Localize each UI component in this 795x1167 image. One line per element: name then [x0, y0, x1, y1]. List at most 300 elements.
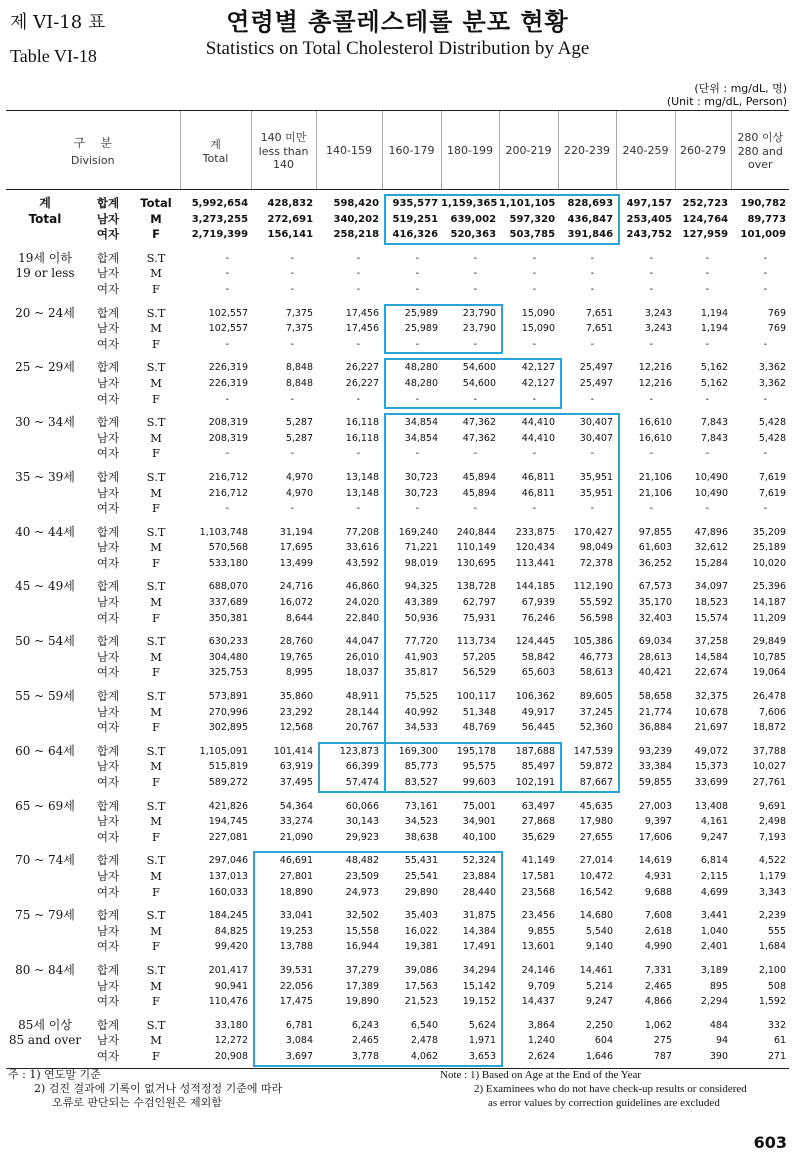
total-header [180, 111, 251, 190]
table-row [6, 1049, 789, 1065]
age-group-label-empty [6, 939, 84, 955]
value-cell: 54,364 [279, 800, 314, 812]
sex-label-ko: 합계 [96, 305, 120, 320]
value-cell: 48,280 [404, 377, 439, 389]
value-cell: 33,699 [694, 777, 729, 788]
age-group-label-ko: 계 [39, 196, 51, 210]
value-cell: 1,103,748 [199, 526, 249, 538]
age-group-label-empty [6, 282, 84, 298]
value-cell: - [763, 252, 768, 264]
value-cell: 34,533 [404, 722, 439, 734]
value-cell: - [763, 268, 768, 280]
value-cell: 17,606 [638, 831, 673, 843]
age-group-label-en [6, 869, 84, 885]
table-row [6, 540, 789, 556]
value-cell: - [590, 252, 595, 264]
value-cell: 32,403 [638, 612, 673, 624]
value-cell: 55,431 [404, 855, 439, 867]
value-cell: 38,638 [404, 831, 439, 843]
value-cell: 10,027 [752, 761, 787, 773]
sex-label-ko: 합계 [96, 360, 120, 375]
value-cell: 127,959 [682, 229, 729, 241]
value-cell: 497,157 [626, 198, 673, 209]
spacer-cell [6, 517, 789, 525]
value-cell: 195,178 [456, 745, 497, 757]
value-cell: - [473, 393, 478, 405]
value-cell: 31,875 [462, 910, 497, 922]
value-cell: 44,410 [521, 417, 556, 429]
value-cell: 37,258 [694, 636, 729, 648]
value-cell: 17,563 [404, 980, 439, 992]
value-cell: 37,245 [579, 706, 614, 718]
table-row [6, 579, 789, 595]
value-cell: 508 [767, 980, 787, 992]
value-cell: 13,148 [345, 487, 380, 499]
value-cell: 23,456 [521, 910, 556, 922]
value-cell: 55,592 [579, 597, 614, 609]
value-cell: 421,826 [208, 800, 249, 812]
value-cell: 243,752 [626, 229, 673, 241]
value-cell: 138,728 [456, 581, 497, 593]
sex-label-en: S.T [146, 853, 166, 868]
c220-header: 220-239 [558, 111, 616, 190]
table-row [6, 227, 789, 243]
row-spacer [6, 352, 789, 360]
value-cell: 63,919 [279, 761, 314, 773]
value-cell: 124,764 [682, 213, 729, 225]
value-cell: 35,629 [521, 831, 556, 843]
value-cell: 26,227 [345, 377, 380, 389]
sex-label-en: F [152, 665, 160, 680]
sex-label-ko: 남자 [96, 759, 120, 774]
value-cell: 7,375 [285, 307, 314, 319]
row-spacer [6, 298, 789, 306]
sex-label-en: S.T [146, 798, 166, 813]
sex-label-en: F [152, 555, 160, 570]
value-cell: 4,866 [644, 996, 673, 1008]
table-row [6, 720, 789, 736]
value-cell: 13,499 [279, 557, 314, 569]
value-cell: 60,066 [345, 800, 380, 812]
value-cell: 35,403 [404, 910, 439, 922]
division-header [6, 111, 180, 190]
value-cell: 28,613 [638, 651, 673, 663]
value-cell: 27,655 [579, 831, 614, 843]
value-cell: 20,767 [345, 722, 380, 734]
table-row [6, 392, 789, 408]
value-cell: 15,574 [694, 612, 729, 624]
sex-label-en: M [150, 759, 162, 774]
table-row [6, 486, 789, 502]
value-cell: 27,801 [279, 870, 314, 882]
value-cell: - [649, 503, 654, 515]
value-cell: 4,062 [410, 1050, 439, 1062]
value-cell: 332 [767, 1019, 787, 1031]
value-cell: 3,778 [351, 1050, 380, 1062]
value-cell: 2,498 [758, 816, 787, 828]
value-cell: - [473, 448, 478, 460]
spacer-cell [6, 626, 789, 634]
value-cell: - [290, 283, 295, 295]
value-cell: - [356, 338, 361, 350]
value-cell: 58,658 [638, 691, 673, 703]
table-number-en: Table VI-18 [10, 46, 97, 66]
value-cell: 59,855 [638, 777, 673, 788]
value-cell: 76,246 [521, 612, 556, 624]
value-cell: 47,362 [462, 432, 497, 444]
value-cell: 28,440 [462, 886, 497, 898]
value-cell: 169,300 [398, 745, 439, 757]
value-cell: 124,445 [515, 636, 556, 648]
value-cell: - [225, 268, 230, 280]
value-cell: 17,980 [579, 816, 614, 828]
value-cell: 112,190 [573, 581, 614, 593]
value-cell: 1,971 [468, 1035, 497, 1047]
table-row [6, 799, 789, 815]
sex-label-en: M [150, 978, 162, 993]
value-cell: 25,989 [404, 307, 439, 319]
sex-label-ko: 여자 [96, 939, 120, 954]
sex-label-en: F [152, 720, 160, 735]
age-group-label-empty [6, 227, 84, 243]
value-cell: 18,872 [752, 722, 787, 734]
row-spacer [6, 845, 789, 853]
value-cell: 56,598 [579, 612, 614, 624]
age-group-label-en [6, 759, 84, 775]
value-cell: 17,456 [345, 323, 380, 335]
value-cell: 33,041 [279, 910, 314, 922]
value-cell: 102,191 [515, 777, 556, 788]
sex-label-ko: 여자 [96, 336, 120, 351]
sex-label-en: F [152, 939, 160, 954]
value-cell: 110,476 [208, 996, 249, 1008]
value-cell: 1,159,365 [441, 198, 498, 209]
table-row [6, 196, 789, 212]
value-cell: 22,674 [694, 667, 729, 679]
value-cell: 90,941 [214, 980, 249, 992]
value-cell: 2,100 [758, 964, 787, 976]
page-title-en: Statistics on Total Cholesterol Distribution by Age [205, 38, 590, 59]
value-cell: 102,557 [208, 323, 249, 335]
value-cell: 89,605 [579, 691, 614, 703]
value-cell: 15,090 [521, 323, 556, 335]
c200-header: 200-219 [499, 111, 558, 190]
sex-label-en: S.T [146, 962, 166, 977]
sex-label-ko: 여자 [96, 994, 120, 1009]
value-cell: - [705, 448, 710, 460]
age-group-label-ko: 19세 이하 [18, 250, 72, 265]
row-spacer [6, 407, 789, 415]
value-cell: 25,497 [579, 362, 614, 374]
sex-label-ko: 남자 [96, 266, 120, 281]
value-cell: - [415, 283, 420, 295]
table-row [6, 979, 789, 995]
value-cell: 208,319 [208, 417, 249, 429]
table-row [6, 705, 789, 721]
lt140-header-en1: less than [258, 145, 309, 158]
value-cell: 23,509 [345, 870, 380, 882]
age-group-label-en: 19 or less [15, 266, 75, 281]
value-cell: - [356, 503, 361, 515]
cholesterol-table [6, 110, 789, 1065]
value-cell: 29,849 [752, 636, 787, 648]
value-cell: 20,908 [214, 1050, 249, 1062]
value-cell: 1,194 [700, 323, 729, 335]
header-row [6, 111, 789, 190]
sex-label-en: F [152, 994, 160, 1009]
value-cell: 42,127 [521, 377, 556, 389]
value-cell: 6,540 [410, 1019, 439, 1031]
value-cell: 15,558 [345, 925, 380, 937]
value-cell: 17,475 [279, 996, 314, 1008]
spacer-cell [6, 845, 789, 853]
value-cell: 46,691 [279, 855, 314, 867]
value-cell: 14,461 [579, 964, 614, 976]
sex-label-en: M [150, 923, 162, 938]
table-row [6, 924, 789, 940]
value-cell: 1,040 [700, 925, 729, 937]
value-cell: 4,161 [700, 816, 729, 828]
value-cell: 416,326 [392, 229, 439, 241]
note-ko-1: 주 : 1) 연도말 기준 [8, 1068, 101, 1081]
table-body [6, 190, 789, 1065]
value-cell: 17,581 [521, 870, 556, 882]
value-cell: - [356, 252, 361, 264]
value-cell: 45,894 [462, 471, 497, 483]
sex-label-en: S.T [146, 689, 166, 704]
value-cell: 2,115 [700, 870, 729, 882]
value-cell: 5,214 [585, 980, 614, 992]
spacer-cell [6, 791, 789, 799]
value-cell: 688,070 [208, 581, 249, 593]
value-cell: 48,911 [345, 691, 380, 703]
sex-label-en: F [152, 446, 160, 461]
value-cell: 26,227 [345, 362, 380, 374]
value-cell: 95,575 [462, 761, 497, 773]
value-cell: 44,410 [521, 432, 556, 444]
value-cell: 99,603 [462, 777, 497, 788]
value-cell: 28,760 [279, 636, 314, 648]
value-cell: - [532, 268, 537, 280]
age-group-label-empty [6, 1049, 84, 1065]
table-row [6, 321, 789, 337]
sex-label-ko: 여자 [96, 884, 120, 899]
value-cell: - [590, 503, 595, 515]
value-cell: 23,790 [462, 307, 497, 319]
value-cell: 10,490 [694, 471, 729, 483]
value-cell: 604 [594, 1035, 614, 1047]
value-cell: - [590, 393, 595, 405]
sex-label-en: F [152, 336, 160, 351]
sex-label-en: M [150, 485, 162, 500]
value-cell: - [532, 503, 537, 515]
table-row [6, 908, 789, 924]
value-cell: - [649, 268, 654, 280]
table-row [6, 266, 789, 282]
sex-label-ko: 합계 [96, 250, 120, 265]
value-cell: 32,502 [345, 910, 380, 922]
value-cell: 48,769 [462, 722, 497, 734]
value-cell: 48,482 [345, 855, 380, 867]
value-cell: 1,684 [758, 941, 787, 953]
value-cell: 16,944 [345, 941, 380, 953]
value-cell: - [415, 338, 420, 350]
lt140-header-en2: 140 [273, 158, 295, 171]
value-cell: - [225, 448, 230, 460]
value-cell: - [473, 503, 478, 515]
value-cell: 1,105,091 [199, 745, 249, 757]
value-cell: 503,785 [509, 229, 556, 241]
value-cell: 3,273,255 [191, 213, 249, 225]
note-en-3: as error values by correction guidelines are excluded [488, 1097, 720, 1109]
value-cell: 16,610 [638, 432, 673, 444]
value-cell: 12,216 [638, 362, 673, 374]
value-cell: 16,072 [279, 597, 314, 609]
sex-label-ko: 합계 [96, 469, 120, 484]
value-cell: 589,272 [208, 777, 249, 788]
sex-label-ko: 남자 [96, 978, 120, 993]
value-cell: 77,208 [345, 526, 380, 538]
value-cell: 16,542 [579, 886, 614, 898]
value-cell: 13,601 [521, 941, 556, 953]
age-group-label-en [6, 924, 84, 940]
value-cell: 61 [773, 1035, 787, 1047]
value-cell: 35,209 [752, 526, 787, 538]
value-cell: 533,180 [208, 557, 249, 569]
value-cell: 21,106 [638, 487, 673, 499]
value-cell: 19,152 [462, 996, 497, 1008]
sex-label-ko: 여자 [96, 501, 120, 516]
sex-label-en: S.T [146, 908, 166, 923]
value-cell: - [649, 283, 654, 295]
value-cell: 32,612 [694, 542, 729, 554]
value-cell: 84,825 [214, 925, 249, 937]
value-cell: 34,523 [404, 816, 439, 828]
value-cell: 1,240 [527, 1035, 556, 1047]
age-group-label-en [6, 705, 84, 721]
sex-label-en: F [152, 281, 160, 296]
age-group-label-ko: 75 ~ 79세 [15, 908, 75, 923]
value-cell: 3,243 [644, 323, 673, 335]
value-cell: 7,651 [585, 323, 614, 335]
sex-label-ko: 여자 [96, 446, 120, 461]
value-cell: 3,864 [527, 1019, 556, 1031]
value-cell: - [532, 393, 537, 405]
value-cell: 99,420 [214, 941, 249, 953]
value-cell: 21,774 [638, 706, 673, 718]
value-cell: 17,491 [462, 941, 497, 953]
value-cell: - [225, 283, 230, 295]
spacer-cell [6, 1010, 789, 1018]
sex-label-ko: 합계 [96, 415, 120, 430]
c160-header: 160-179 [382, 111, 441, 190]
value-cell: 19,064 [752, 667, 787, 679]
sex-label-ko: 남자 [96, 704, 120, 719]
value-cell: 1,646 [585, 1050, 614, 1062]
value-cell: 16,118 [345, 432, 380, 444]
value-cell: 113,734 [456, 636, 497, 648]
value-cell: 17,456 [345, 307, 380, 319]
value-cell: 19,765 [279, 651, 314, 663]
sex-label-en: S.T [146, 360, 166, 375]
value-cell: 75,931 [462, 612, 497, 624]
value-cell: 272,691 [267, 213, 314, 225]
value-cell: 2,250 [585, 1019, 614, 1031]
value-cell: 58,613 [579, 667, 614, 679]
sex-label-en: M [150, 595, 162, 610]
value-cell: 6,243 [351, 1019, 380, 1031]
value-cell: - [290, 252, 295, 264]
value-cell: 19,890 [345, 996, 380, 1008]
value-cell: 35,170 [638, 597, 673, 609]
value-cell: 8,644 [285, 612, 314, 624]
value-cell: 6,814 [700, 855, 729, 867]
value-cell: 3,362 [758, 362, 787, 374]
value-cell: 9,140 [585, 941, 614, 953]
spacer-cell [6, 900, 789, 908]
total-header-en: Total [202, 151, 229, 165]
table-row [6, 415, 789, 431]
value-cell: 184,245 [208, 910, 249, 922]
value-cell: 43,592 [345, 557, 380, 569]
value-cell: 190,782 [740, 198, 787, 209]
sex-label-ko: 남자 [96, 375, 120, 390]
value-cell: 5,540 [585, 925, 614, 937]
value-cell: 7,843 [700, 417, 729, 429]
value-cell: 216,712 [208, 471, 249, 483]
value-cell: 9,709 [527, 980, 556, 992]
row-spacer [6, 791, 789, 799]
ge280-header-en1: 280 and [737, 145, 783, 158]
value-cell: - [705, 283, 710, 295]
value-cell: 57,205 [462, 651, 497, 663]
sex-label-ko: 여자 [96, 1048, 120, 1063]
value-cell: 32,375 [694, 691, 729, 703]
value-cell: 5,287 [285, 417, 314, 429]
value-cell: 25,541 [404, 870, 439, 882]
sex-label-ko: 여자 [96, 555, 120, 570]
value-cell: - [763, 283, 768, 295]
value-cell: 3,441 [700, 910, 729, 922]
age-group-label-ko: 70 ~ 74세 [15, 853, 75, 868]
value-cell: 7,619 [758, 471, 787, 483]
value-cell: 10,490 [694, 487, 729, 499]
value-cell: 226,319 [208, 362, 249, 374]
table-row [6, 595, 789, 611]
table-row [6, 360, 789, 376]
value-cell: 10,020 [752, 557, 787, 569]
value-cell: 390 [709, 1050, 729, 1062]
value-cell: 630,233 [208, 636, 249, 648]
value-cell: 391,846 [567, 229, 614, 241]
sex-label-ko: 합계 [96, 908, 120, 923]
value-cell: 49,917 [521, 706, 556, 718]
value-cell: 337,689 [208, 597, 249, 609]
total-header-ko: 계 [210, 137, 221, 151]
age-group-label-ko: 80 ~ 84세 [15, 962, 75, 977]
value-cell: 23,790 [462, 323, 497, 335]
value-cell: 75,525 [404, 691, 439, 703]
value-cell: 895 [709, 980, 729, 992]
spacer-cell [6, 352, 789, 360]
value-cell: 8,848 [285, 362, 314, 374]
table-row [6, 759, 789, 775]
value-cell: 1,179 [758, 870, 787, 882]
value-cell: 26,478 [752, 691, 787, 703]
value-cell: 102,557 [208, 307, 249, 319]
value-cell: 41,903 [404, 651, 439, 663]
sex-label-ko: 남자 [96, 485, 120, 500]
